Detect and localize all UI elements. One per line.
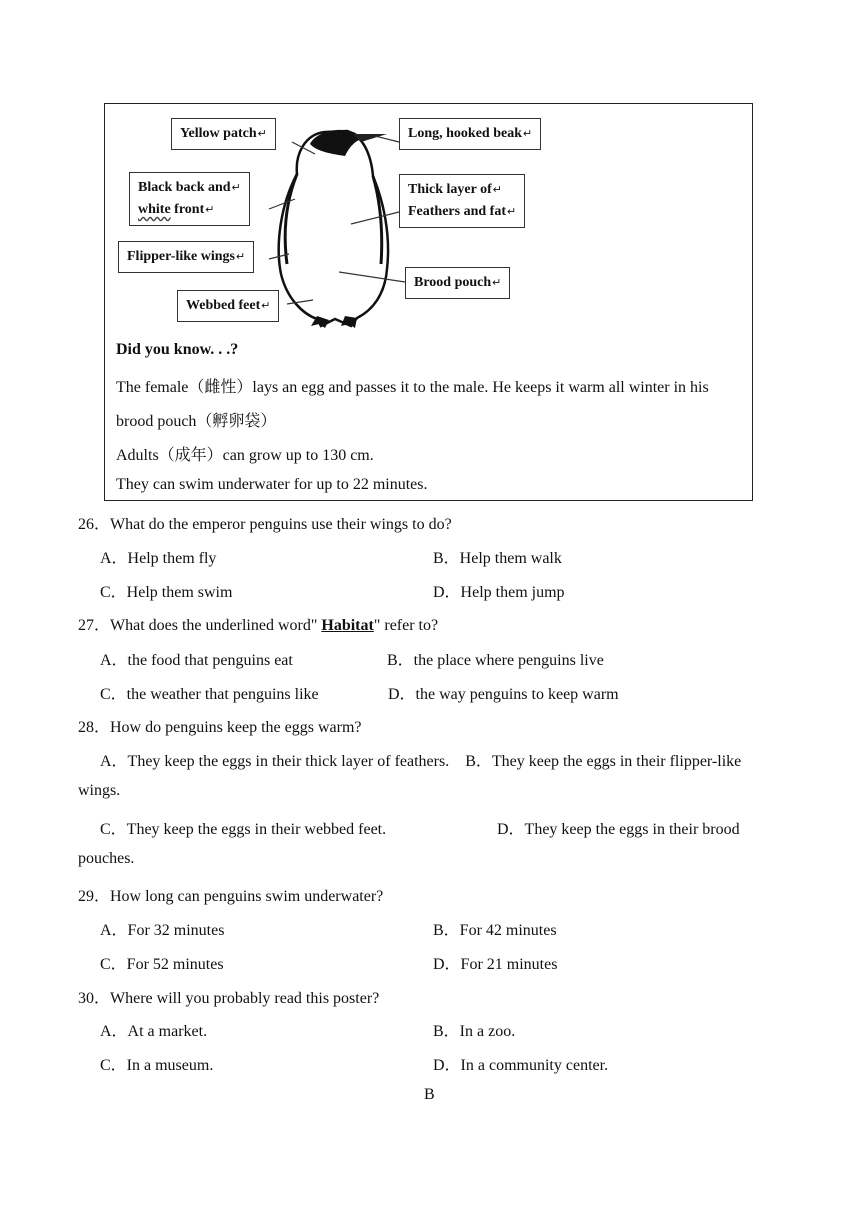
question-30-option-a[interactable]: A．At a market. <box>100 1023 208 1040</box>
label-hooked-beak: Long, hooked beak↵ <box>399 118 541 150</box>
label-thick-layer: Thick layer of↵ Feathers and fat↵ <box>399 174 525 228</box>
did-you-know-heading: Did you know. . .? <box>116 341 239 358</box>
question-27-option-d[interactable]: D．the way penguins to keep warm <box>388 686 619 703</box>
penguin-poster <box>104 103 753 501</box>
fact-line: They can swim underwater for up to 22 minutes. <box>116 476 428 493</box>
question-30-option-d[interactable]: D．In a community center. <box>433 1057 609 1074</box>
question-27-option-c[interactable]: C．the weather that penguins like <box>100 686 319 703</box>
label-brood-pouch: Brood pouch↵ <box>405 267 510 299</box>
question-29-option-b[interactable]: B．For 42 minutes <box>433 922 557 939</box>
question-26-option-b[interactable]: B．Help them walk <box>433 550 562 567</box>
question-27-option-a[interactable]: A．the food that penguins eat <box>100 652 293 669</box>
question-28-stem: 28．How do penguins keep the eggs warm? <box>78 719 362 736</box>
question-26-option-c[interactable]: C．Help them swim <box>100 584 233 601</box>
question-29-stem: 29．How long can penguins swim underwater? <box>78 888 384 905</box>
question-26-stem: 26．What do the emperor penguins use their wings to do? <box>78 516 452 533</box>
question-27-option-b[interactable]: B．the place where penguins live <box>387 652 604 669</box>
label-yellow-patch: Yellow patch↵ <box>171 118 276 150</box>
question-29-option-d[interactable]: D．For 21 minutes <box>433 956 558 973</box>
penguin-illustration <box>105 104 754 334</box>
question-29-option-a[interactable]: A．For 32 minutes <box>100 922 225 939</box>
label-webbed-feet: Webbed feet↵ <box>177 290 279 322</box>
question-27-stem: 27．What does the underlined word" Habitat" refer to? <box>78 617 439 634</box>
question-30-stem: 30．Where will you probably read this poster? <box>78 990 380 1007</box>
fact-line: The female（雌性）lays an egg and passes it to the male. He keeps it warm all winter in his <box>116 379 709 396</box>
question-28-option-d[interactable]: D．They keep the eggs in their brood <box>497 821 740 838</box>
habitat-word: Habitat <box>321 617 374 634</box>
question-29-option-c[interactable]: C．For 52 minutes <box>100 956 224 973</box>
label-black-back-white-front: Black back and↵ white front↵ <box>129 172 250 226</box>
question-28-option-c[interactable]: C．They keep the eggs in their webbed feet. <box>100 821 387 838</box>
fact-line: Adults（成年）can grow up to 130 cm. <box>116 447 374 464</box>
question-26-option-a[interactable]: A．Help them fly <box>100 550 217 567</box>
question-26-option-d[interactable]: D．Help them jump <box>433 584 565 601</box>
question-30-option-b[interactable]: B．In a zoo. <box>433 1023 516 1040</box>
fact-line: brood pouch（孵卵袋） <box>116 413 277 430</box>
question-28-options-wrap: wings. <box>78 782 121 799</box>
section-label: B <box>424 1086 435 1103</box>
question-28-options-ab[interactable]: A．They keep the eggs in their thick layer of feathers. B．They keep the eggs in their flipper-like <box>100 753 742 770</box>
label-flipper-wings: Flipper-like wings↵ <box>118 241 254 273</box>
question-28-options-wrap: pouches. <box>78 850 135 867</box>
question-30-option-c[interactable]: C．In a museum. <box>100 1057 214 1074</box>
